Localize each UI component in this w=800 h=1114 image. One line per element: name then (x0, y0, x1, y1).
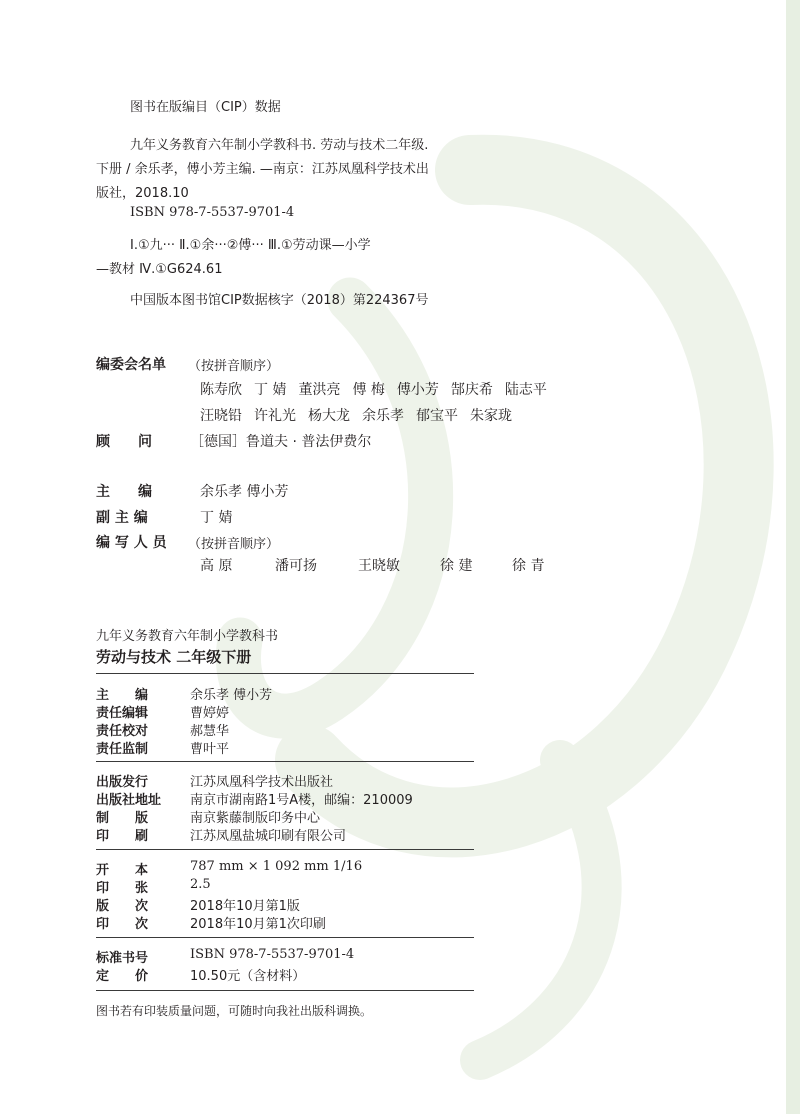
committee-member: 汪晓铅 (200, 408, 242, 424)
imprint-value: 南京紫藤制版印务中心 (190, 811, 321, 826)
cip-heading: 图书在版编目（CIP）数据 (130, 100, 281, 115)
committee-member: 傅小芳 (396, 382, 439, 398)
imprint-label: 责任编辑 (96, 706, 149, 721)
committee-note: （按拼音顺序） (188, 359, 280, 374)
imprint-value: 2018年10月第1次印刷 (190, 917, 326, 932)
committee-row (200, 405, 512, 425)
imprint-value: 10.50元（含材料） (190, 969, 306, 984)
book-title: 劳动与技术 二年级下册 (96, 648, 252, 666)
divider (96, 761, 474, 762)
imprint-label: 版 次 (96, 899, 149, 914)
imprint-label: 印 次 (96, 917, 149, 932)
committee-member: 傅 梅 (352, 382, 385, 398)
imprint-value: 曹叶平 (190, 742, 230, 757)
writer-name: 徐 建 (440, 558, 473, 574)
divider (96, 937, 474, 938)
committee-member: 陆志平 (504, 382, 547, 398)
cip-classification-line: Ⅰ.①九··· Ⅱ.①余···②傅··· Ⅲ.①劳动课—小学 (130, 238, 371, 253)
imprint-label: 开 本 (96, 863, 149, 878)
imprint-label: 出版社地址 (96, 793, 162, 808)
deputy-editor-value: 丁 婧 (200, 510, 233, 526)
writer-name: 徐 青 (512, 558, 545, 574)
divider (96, 990, 474, 991)
imprint-label: 主 编 (96, 688, 149, 703)
imprint-label: 定 价 (96, 969, 149, 984)
cip-description-line: 下册 / 余乐孝，傅小芳主编. —南京：江苏凤凰科学技术出 (96, 162, 429, 177)
imprint-label: 制 版 (96, 811, 149, 826)
imprint-value: 江苏凤凰盐城印刷有限公司 (190, 829, 347, 844)
imprint-label: 出版发行 (96, 775, 149, 790)
quality-footnote: 图书若有印装质量问题，可随时向我社出版科调换。 (96, 1004, 373, 1018)
committee-label: 编委会名单 (96, 357, 166, 373)
imprint-value: 江苏凤凰科学技术出版社 (190, 775, 334, 790)
committee-member: 郁宝平 (416, 408, 458, 424)
writers-note: （按拼音顺序） (188, 537, 280, 552)
cip-number: 中国版本图书馆CIP数据核字（2018）第224367号 (130, 293, 429, 308)
series-title: 九年义务教育六年制小学教科书 (96, 629, 279, 644)
imprint-label: 标准书号 (96, 951, 149, 966)
imprint-label: 印 刷 (96, 829, 149, 844)
committee-member: 杨大龙 (308, 408, 350, 424)
writer-name: 王晓敏 (358, 558, 400, 574)
committee-row (200, 379, 547, 399)
committee-member: 董洪亮 (298, 382, 341, 398)
cip-description-line: 版社，2018.10 (96, 186, 189, 201)
cip-isbn: ISBN 978-7-5537-9701-4 (130, 205, 295, 220)
committee-member: 余乐孝 (362, 408, 404, 424)
committee-member: 许礼光 (254, 408, 296, 424)
imprint-value: 2.5 (190, 877, 211, 892)
advisor-label: 顾 问 (96, 434, 152, 450)
cip-classification-line: —教材 Ⅳ.①G624.61 (96, 262, 223, 277)
imprint-value: 余乐孝 傅小芳 (190, 688, 273, 703)
committee-member: 丁 婧 (254, 382, 287, 398)
imprint-label: 责任校对 (96, 724, 149, 739)
imprint-value: 曹婷婷 (190, 706, 230, 721)
committee-member: 郜庆希 (450, 382, 493, 398)
imprint-value: 郝慧华 (190, 724, 230, 739)
committee-member: 朱家珑 (470, 408, 512, 424)
imprint-label: 印 张 (96, 881, 149, 896)
imprint-value: ISBN 978-7-5537-9701-4 (190, 947, 355, 962)
committee-member: 陈寿欣 (200, 382, 242, 398)
imprint-value: 2018年10月第1版 (190, 899, 300, 914)
imprint-value: 南京市湖南路1号A楼，邮编：210009 (190, 793, 413, 808)
imprint-label: 责任监制 (96, 742, 149, 757)
advisor-value: ［德国］鲁道夫 · 普法伊费尔 (190, 434, 372, 450)
writers-label: 编 写 人 员 (96, 535, 167, 551)
cip-description-line: 九年义务教育六年制小学教科书. 劳动与技术二年级. (130, 138, 429, 153)
chief-editor-label: 主 编 (96, 484, 152, 500)
deputy-editor-label: 副 主 编 (96, 510, 148, 526)
divider (96, 673, 474, 674)
divider (96, 849, 474, 850)
writer-name: 潘可扬 (275, 558, 317, 574)
writer-name: 高 原 (200, 558, 233, 574)
chief-editor-value: 余乐孝 傅小芳 (200, 484, 289, 500)
imprint-value: 787 mm × 1 092 mm 1/16 (190, 859, 363, 874)
